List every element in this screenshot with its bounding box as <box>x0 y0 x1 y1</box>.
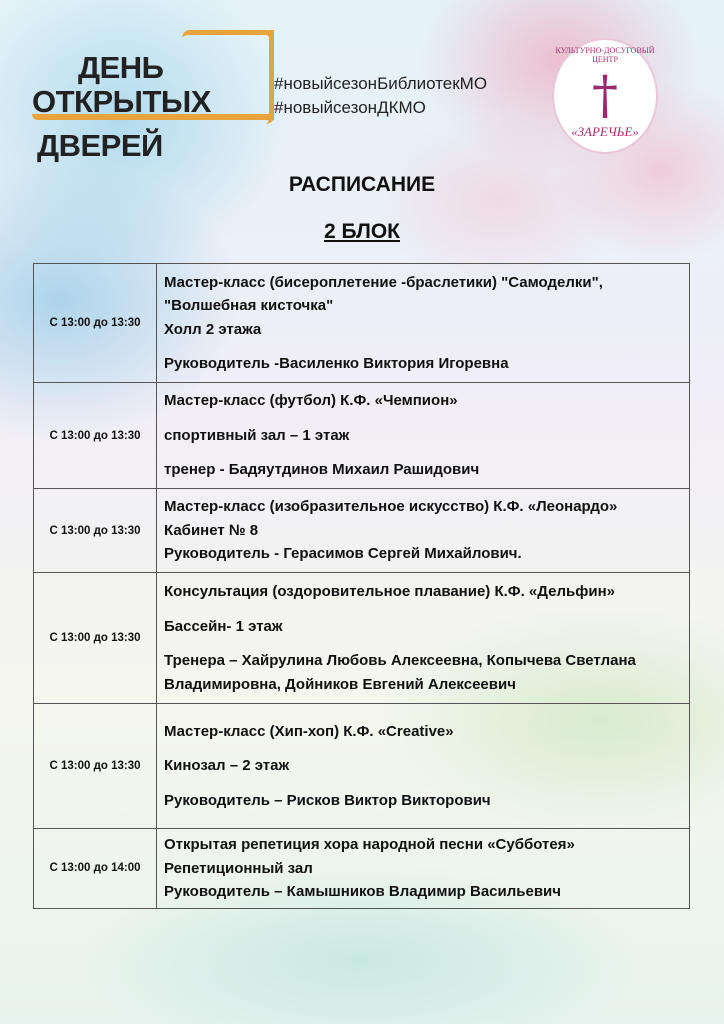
page-subtitle: 2 БЛОК <box>324 220 400 243</box>
table-row <box>34 383 690 489</box>
event-leader: Руководитель -Василенко Виктория Игоревна <box>164 355 509 372</box>
description-cell <box>157 829 690 909</box>
time-cell: С 13:00 до 13:30 <box>34 573 157 704</box>
event-title: Мастер-класс (изобразительное искусство) К.Ф. «Леонардо» <box>164 498 618 516</box>
table-row <box>34 489 690 573</box>
hashtag: #новыйсезонБиблиотекМО <box>274 74 488 93</box>
time-cell: С 13:00 до 13:30 <box>34 264 157 383</box>
time-cell: С 13:00 до 13:30 <box>34 383 157 489</box>
event-location: Холл 2 этажа <box>164 320 262 338</box>
logo-line: ОТКРЫТЫХ <box>32 84 211 119</box>
table-row <box>34 573 690 704</box>
table-row <box>34 829 690 909</box>
description-cell <box>157 704 690 829</box>
event-location: Репетиционный зал <box>164 859 313 877</box>
emblem-top-text: КУЛЬТУРНО-ДОСУГОВЫЙ ЦЕНТР <box>555 46 655 64</box>
event-leader: Руководитель – Рисков Виктор Викторович <box>164 791 491 809</box>
description-cell <box>157 264 690 383</box>
event-location: Бассейн- 1 этаж <box>164 617 283 635</box>
page-title: РАСПИСАНИЕ <box>288 173 436 196</box>
dancer-icon: † <box>592 66 618 126</box>
zarechye-emblem <box>552 38 658 154</box>
table-row <box>34 704 690 829</box>
event-title: Мастер-класс (Хип-хоп) К.Ф. «Creative» <box>164 722 454 740</box>
emblem-name: «ЗАРЕЧЬЕ» <box>571 124 639 139</box>
logo-line: ДВЕРЕЙ <box>37 128 163 163</box>
schedule-table <box>33 263 690 909</box>
event-title: Открытая репетиция хора народной песни «Субботея» <box>164 836 575 853</box>
table-row <box>34 264 690 383</box>
event-title: Консультация (оздоровительное плавание) К.Ф. «Дельфин» <box>164 583 615 600</box>
event-leader: тренер - Бадяутдинов Михаил Рашидович <box>164 461 480 479</box>
event-location: Кабинет № 8 <box>164 521 259 539</box>
description-cell <box>157 573 690 704</box>
time-cell: С 13:00 до 14:00 <box>34 829 157 909</box>
logo-line: ДЕНЬ <box>78 50 164 85</box>
description-cell <box>157 489 690 573</box>
event-title: Мастер-класс (футбол) К.Ф. «Чемпион» <box>164 392 458 410</box>
time-cell: С 13:00 до 13:30 <box>34 704 157 829</box>
hashtags <box>274 72 487 120</box>
open-day-logo <box>32 40 246 165</box>
event-leader: Руководитель - Герасимов Сергей Михайлович. <box>164 545 522 563</box>
event-location: Кинозал – 2 этаж <box>164 757 290 775</box>
event-leader: Тренера – Хайрулина Любовь Алексеевна, Копычева Светлана Владимировна, Дойников Евгений Алексеевич <box>164 652 636 693</box>
time-cell: С 13:00 до 13:30 <box>34 489 157 573</box>
hashtag: #новыйсезонДКМО <box>274 98 426 117</box>
description-cell <box>157 383 690 489</box>
event-leader: Руководитель – Камышников Владимир Васильевич <box>164 883 561 900</box>
event-title: Мастер-класс (бисероплетение -браслетики) "Самоделки", "Волшебная кисточка" <box>164 273 603 314</box>
event-location: спортивный зал – 1 этаж <box>164 426 350 444</box>
